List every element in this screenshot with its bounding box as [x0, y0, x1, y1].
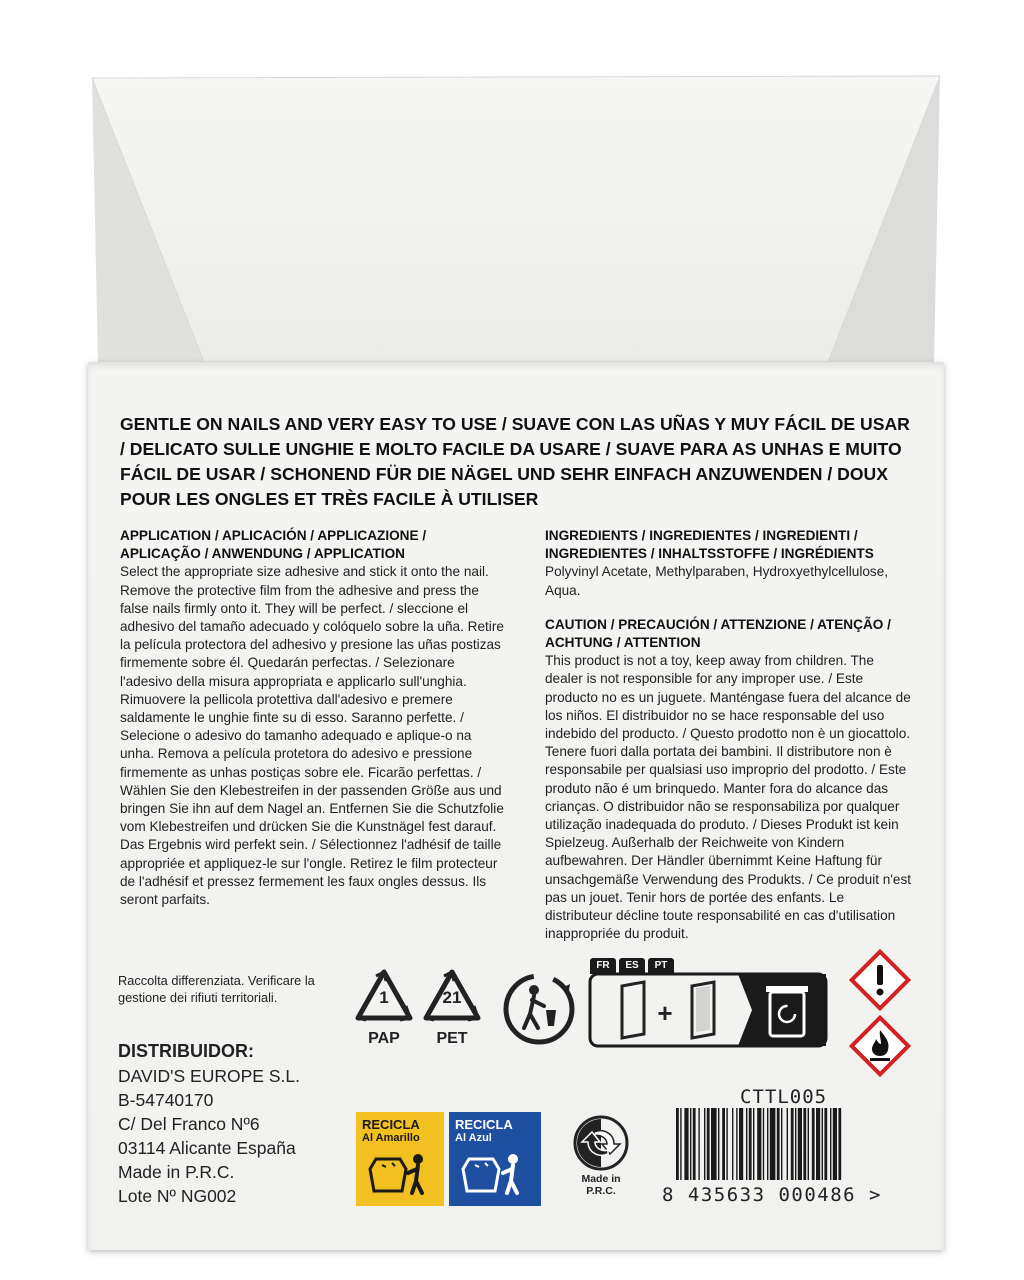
recycle-label: PAP — [368, 1030, 400, 1047]
caution-body: This product is not a toy, keep away from children. The dealer is not responsible for any improper use. / Este producto no es un juguete. Manténgase fuera del alcance de los niños. El distribuidor no se hace responsable del uso indebido del producto. / Questo prodotto non è un giocattolo. Tenere fuori dalla portata dei bambini. Il distributore non è responsabile per qualsiasi uso improprio del prodotto. / Este produto não é um brinquedo. Manter fora do alcance das crianças. O distribuidor não se responsabiliza por qualquer utilização inadequada do produto. / Dieses Produkt ist kein Spielzeug. Außerhalb der Reichweite von Kindern aufbewahren. Der Händler übernimmt Keine Haftung für unsachgemäße Verwendung des Produkts. / Ce produit n'est pas un jouet. Tenir hors de portée des enfants. Le distributeur décline toute responsabilité en cas d'utilisation inappropriée du produit. — [545, 653, 912, 942]
recycle-bin-person-icon — [455, 1151, 535, 1195]
distributor-line: 03114 Alicante España — [118, 1138, 296, 1158]
caution-heading: CAUTION / PRECAUCIÓN / ATTENZIONE / ATENÇÃO / ACHTUNG / ATTENTION — [545, 616, 891, 651]
ingredients-heading: INGREDIENTS / INGREDIENTES / INGREDIENTI / INGREDIENTES / INHALTSSTOFFE / INGRÉDIENTS — [545, 528, 874, 562]
application-section — [120, 527, 505, 909]
recycle-bin-person-icon — [362, 1151, 438, 1195]
recycle-label: PET — [436, 1030, 468, 1047]
distributor-line: C/ Del Franco Nº6 — [118, 1114, 260, 1134]
ingredients-body: Polyvinyl Acetate, Methylparaben, Hydroxyethylcellulose, Aqua. — [545, 564, 889, 598]
recicla-title: RECICLA — [455, 1117, 513, 1132]
recycling-note: Raccolta differenziata. Verificare la gestione dei rifiuti territoriali. — [118, 973, 315, 1005]
tidyman-icon — [500, 970, 578, 1048]
barcode — [676, 1108, 888, 1180]
recicla-subtitle: Al Amarillo — [362, 1132, 420, 1144]
distributor-line: Made in P.R.C. — [118, 1162, 235, 1182]
barcode-digits: 8 435633 000486 > — [662, 1184, 882, 1206]
green-dot-icon — [572, 1114, 630, 1172]
distributor-line: DAVID'S EUROPE S.L. — [118, 1066, 300, 1086]
country-tab: FR — [590, 958, 616, 974]
recicla-blue-badge — [449, 1112, 541, 1206]
sorting-instruction-panel — [588, 972, 828, 1048]
distributor-title: DISTRIBUIDOR: — [118, 1041, 254, 1061]
caution-section — [545, 616, 915, 944]
headline: GENTLE ON NAILS AND VERY EASY TO USE / SUAVE CON LAS UÑAS Y MUY FÁCIL DE USAR / DELICATO SULLE UNGHIE E MOLTO FACILE DA USARE / SUAVE PARA AS UNHAS E MUITO FÁCIL DE USAR / SCHONEND FÜR DIE NÄGEL UND SEHR EINFACH ANZUWENDEN / DOUX POUR LES ONGLES ET TRÈS FACILE À UTILISER — [120, 414, 910, 509]
right-column — [545, 527, 915, 943]
plus-sign: + — [657, 998, 673, 1028]
application-body: Select the appropriate size adhesive and stick it onto the nail. Remove the protective film from the adhesive and press the false nails firmly onto it. They will be perfect. / sleccione el adhesivo del tamaño adecuado y colóquelo sobre la uña. Retire la película protectora del adhesivo y presione las uñas postizas firmemente sobre él. Quedarán perfectas. / Selezionare l'adesivo della misura appropriata e applicarlo sull'unghia. Rimuovere la pellicola protettiva dall'adesivo e premere saldamente le unghie finte su di esso. Saranno perfette. / Selecione o adesivo do tamanho adequado e aplique-o na unha. Remova a película protetora do adesivo e pressione firmemente as unhas postiças sobre ele. Ficarão perfettas. / Wählen Sie den Klebestreifen in der passenden Größe aus und bringen Sie ihn auf dem Nagel an. Entfernen Sie die Schutzfolie vom Klebestreifen und drücken Sie die Kunstnägel fest darauf. Das Ergebnis wird perfekt sein. / Sélectionnez l'adhésif de taille appropriée et appliquez-le sur l'ongle. Retirez le film protecteur de l'adhésif et pressez fermement les faux ongles dessus. Ils seront parfaits. — [120, 564, 504, 908]
product-code: CTTL005 — [740, 1086, 828, 1108]
flammable-hazard-icon — [848, 1014, 912, 1078]
country-tab: ES — [619, 958, 645, 974]
made-in-label: Made in P.R.C. — [581, 1173, 621, 1197]
distributor-line: Lote Nº NG002 — [118, 1186, 237, 1206]
exclamation-hazard-icon — [848, 948, 912, 1012]
recicla-subtitle: Al Azul — [455, 1132, 492, 1144]
envelope-flap — [88, 70, 944, 370]
country-tab: PT — [648, 958, 674, 974]
recicla-title: RECICLA — [362, 1117, 420, 1132]
distributor-line: B-54740170 — [118, 1090, 214, 1110]
recicla-yellow-badge — [356, 1112, 444, 1206]
distributor-block — [118, 1040, 358, 1208]
ingredients-section — [545, 527, 915, 600]
application-heading: APPLICATION / APLICACIÓN / APPLICAZIONE / APLICAÇÃO / ANWENDUNG / APPLICATION — [120, 528, 427, 562]
recycle-number: 1 — [379, 988, 389, 1007]
recycle-number: 21 — [442, 988, 462, 1007]
